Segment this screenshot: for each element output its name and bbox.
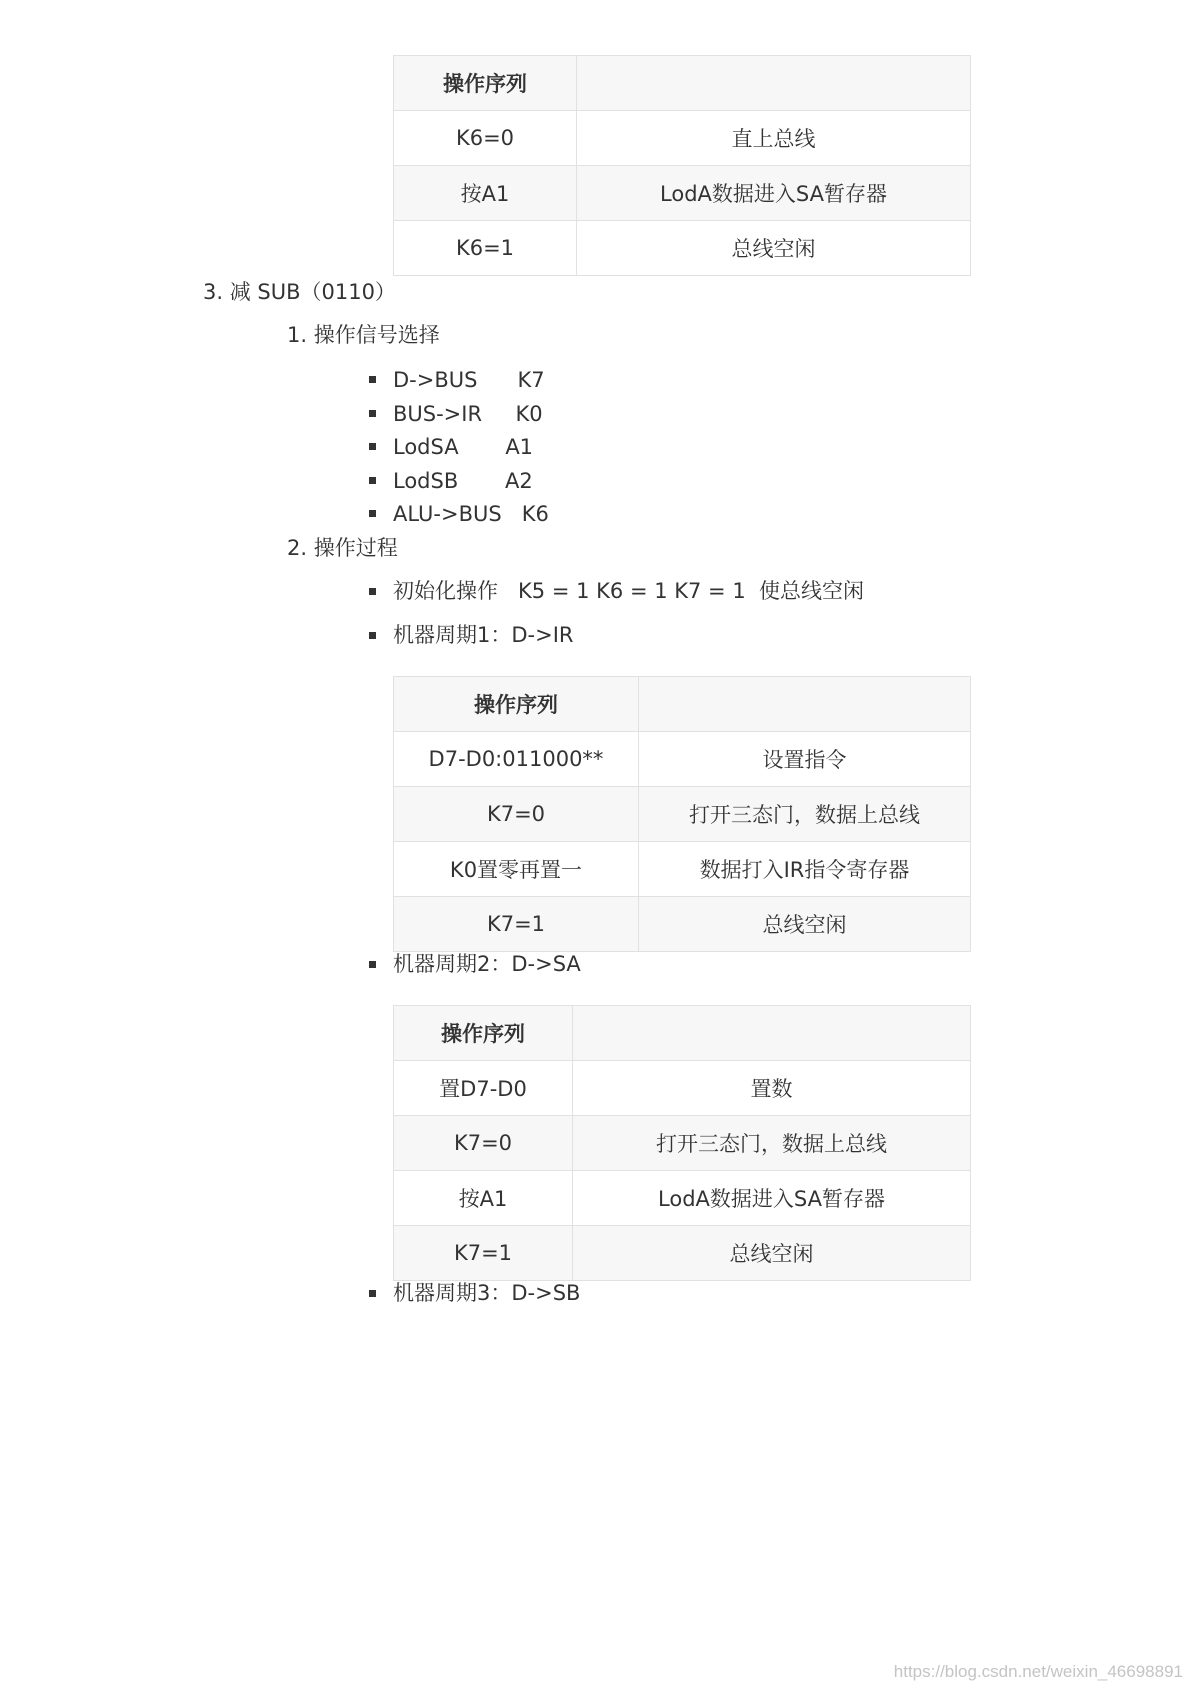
table-cell: 总线空闲 [577, 221, 971, 276]
table-cell: 打开三态门，数据上总线 [573, 1116, 971, 1171]
list-item: 机器周期1：D->IR [393, 623, 574, 647]
table-cell: K7=1 [394, 1226, 573, 1281]
table-cell: 总线空闲 [573, 1226, 971, 1281]
table-cell: 按A1 [394, 166, 577, 221]
bullet-icon [369, 477, 376, 484]
bullet-icon [369, 961, 376, 968]
table-row [394, 221, 971, 276]
watermark: https://blog.csdn.net/weixin_46698891 [893, 1662, 1183, 1681]
bullet-icon [369, 632, 376, 639]
table-row [394, 842, 971, 897]
table-row [394, 1171, 971, 1226]
table-3 [393, 1005, 971, 1281]
table-1 [393, 55, 971, 276]
table-cell: K7=1 [394, 897, 639, 952]
table-cell: LodA数据进入SA暂存器 [577, 166, 971, 221]
table-header-cell [577, 56, 971, 111]
bullet-icon [369, 1290, 376, 1297]
table-header-cell [639, 677, 971, 732]
list-item: LodSA A1 [393, 435, 534, 459]
table-cell: K7=0 [394, 1116, 573, 1171]
table-cell: D7-D0:011000** [394, 732, 639, 787]
list-item: ALU->BUS K6 [393, 502, 549, 526]
table-cell: 直上总线 [577, 111, 971, 166]
subsection-heading: 1. 操作信号选择 [287, 323, 440, 347]
table-row [394, 1116, 971, 1171]
table-header-cell: 操作序列 [394, 1006, 573, 1061]
table-cell: 总线空闲 [639, 897, 971, 952]
bullet-icon [369, 443, 376, 450]
table-cell: 数据打入IR指令寄存器 [639, 842, 971, 897]
table-row [394, 1226, 971, 1281]
table-cell: K0置零再置一 [394, 842, 639, 897]
table-cell: 打开三态门，数据上总线 [639, 787, 971, 842]
table-header-cell [573, 1006, 971, 1061]
bullet-icon [369, 588, 376, 595]
table-cell: 置D7-D0 [394, 1061, 573, 1116]
table-header-row [394, 677, 971, 732]
bullet-icon [369, 376, 376, 383]
table-cell: K6=0 [394, 111, 577, 166]
list-item: D->BUS K7 [393, 368, 545, 392]
table-row [394, 897, 971, 952]
table-row [394, 1061, 971, 1116]
table-cell: K7=0 [394, 787, 639, 842]
list-item: LodSB A2 [393, 469, 533, 493]
table-header-cell: 操作序列 [394, 677, 639, 732]
bullet-icon [369, 410, 376, 417]
table-row [394, 166, 971, 221]
table-row [394, 111, 971, 166]
table-cell: 设置指令 [639, 732, 971, 787]
table-cell: 置数 [573, 1061, 971, 1116]
table-cell: 按A1 [394, 1171, 573, 1226]
section-heading: 3. 减 SUB（0110） [203, 280, 396, 304]
subsection-heading: 2. 操作过程 [287, 536, 398, 560]
list-item: BUS->IR K0 [393, 402, 543, 426]
table-row [394, 787, 971, 842]
list-item: 机器周期3：D->SB [393, 1281, 581, 1305]
list-item: 初始化操作 K5 = 1 K6 = 1 K7 = 1 使总线空闲 [393, 579, 865, 603]
bullet-icon [369, 510, 376, 517]
table-cell: LodA数据进入SA暂存器 [573, 1171, 971, 1226]
table-cell: K6=1 [394, 221, 577, 276]
list-item: 机器周期2：D->SA [393, 952, 581, 976]
table-header-row [394, 56, 971, 111]
table-row [394, 732, 971, 787]
table-header-cell: 操作序列 [394, 56, 577, 111]
table-2 [393, 676, 971, 952]
table-header-row [394, 1006, 971, 1061]
